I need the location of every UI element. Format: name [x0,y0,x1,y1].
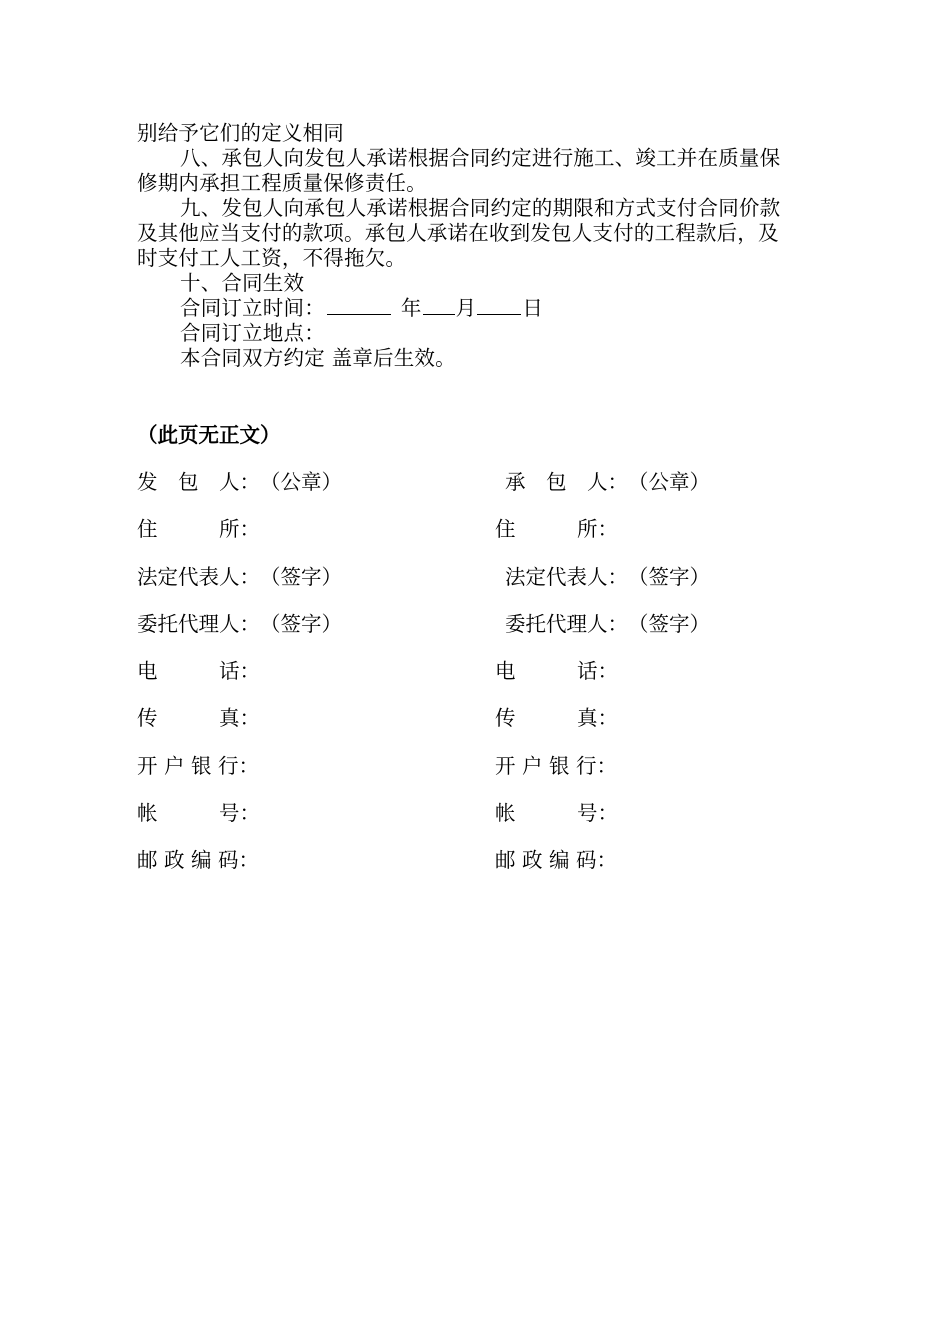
effect-clause: 本合同双方约定 盖章后生效。 [180,346,456,370]
contractor-agent-sign-note: （签字） [628,611,710,636]
employer-legal-rep-label: 法定代表人： [137,564,260,589]
text-line: 修期内承担工程质量保修责任。 [137,171,427,195]
contractor-seal-note: （公章） [628,470,710,494]
contractor-legal-rep-label: 法定代表人： [505,564,628,589]
employer-account-label: 帐 号： [137,801,260,826]
employer-phone-label: 电 话： [137,659,260,684]
clause-eight: 八、承包人向发包人承诺根据合同约定进行施工、竣工并在质量保 [180,146,781,170]
employer-agent-row [137,609,342,656]
signing-time-line [137,296,837,321]
contractor-address-label: 住 所： [495,517,618,542]
clause-nine: 九、发包人向承包人承诺根据合同约定的期限和方式支付合同价款 [180,196,781,220]
contractor-postcode-label: 邮 政 编 码： [495,848,618,873]
employer-legal-rep-sign-note: （签字） [260,564,342,589]
employer-account-row [137,798,342,845]
employer-fax-row [137,703,342,750]
employer-address-label: 住 所： [137,517,260,542]
contractor-phone-label: 电 话： [495,659,618,684]
contractor-account-label: 帐 号： [495,801,618,826]
day-char: 日 [522,296,544,320]
contractor-fax-label: 传 真： [495,706,618,731]
employer-address-row [137,514,342,561]
contractor-fax-row [495,703,710,750]
contractor-phone-row [495,656,710,703]
text-line: 时支付工人工资，不得拖欠。 [137,246,407,270]
contractor-legal-rep-row [495,562,710,609]
employer-fax-label: 传 真： [137,706,260,731]
contractor-legal-rep-sign-note: （签字） [628,564,710,589]
signing-time-label: 合同订立时间： [180,296,325,320]
contractor-agent-label: 委托代理人： [505,611,628,636]
employer-signature-block [137,467,342,893]
contractor-account-row [495,798,710,845]
no-text-note: （此页无正文） [137,423,281,447]
employer-bank-row [137,751,342,798]
contractor-bank-label: 开 户 银 行： [495,753,618,778]
day-blank [477,296,521,315]
employer-phone-row [137,656,342,703]
contractor-party-row [495,467,710,514]
month-char: 月 [455,296,477,320]
employer-party-row [137,467,342,514]
year-blank [327,296,391,315]
contractor-address-row [495,514,710,561]
employer-postcode-label: 邮 政 编 码： [137,848,260,873]
employer-postcode-row [137,845,342,892]
contractor-signature-block [495,467,710,893]
contractor-postcode-row [495,845,710,892]
clause-ten-heading: 十、合同生效 [180,271,305,295]
contractor-party-label: 承 包 人： [505,470,628,494]
employer-bank-label: 开 户 银 行： [137,753,260,778]
month-blank [423,296,455,315]
text-line: 别给予它们的定义相同 [137,121,344,145]
contractor-bank-row [495,751,710,798]
text-line: 及其他应当支付的款项。承包人承诺在收到发包人支付的工程款后，及 [137,221,779,245]
year-char: 年 [400,296,422,320]
employer-seal-note: （公章） [260,470,342,494]
contract-body-text [137,121,837,371]
employer-party-label: 发 包 人： [137,470,260,494]
signing-place-label: 合同订立地点： [180,321,325,345]
employer-legal-rep-row [137,562,342,609]
employer-agent-sign-note: （签字） [260,611,342,636]
employer-agent-label: 委托代理人： [137,611,260,636]
contractor-agent-row [495,609,710,656]
